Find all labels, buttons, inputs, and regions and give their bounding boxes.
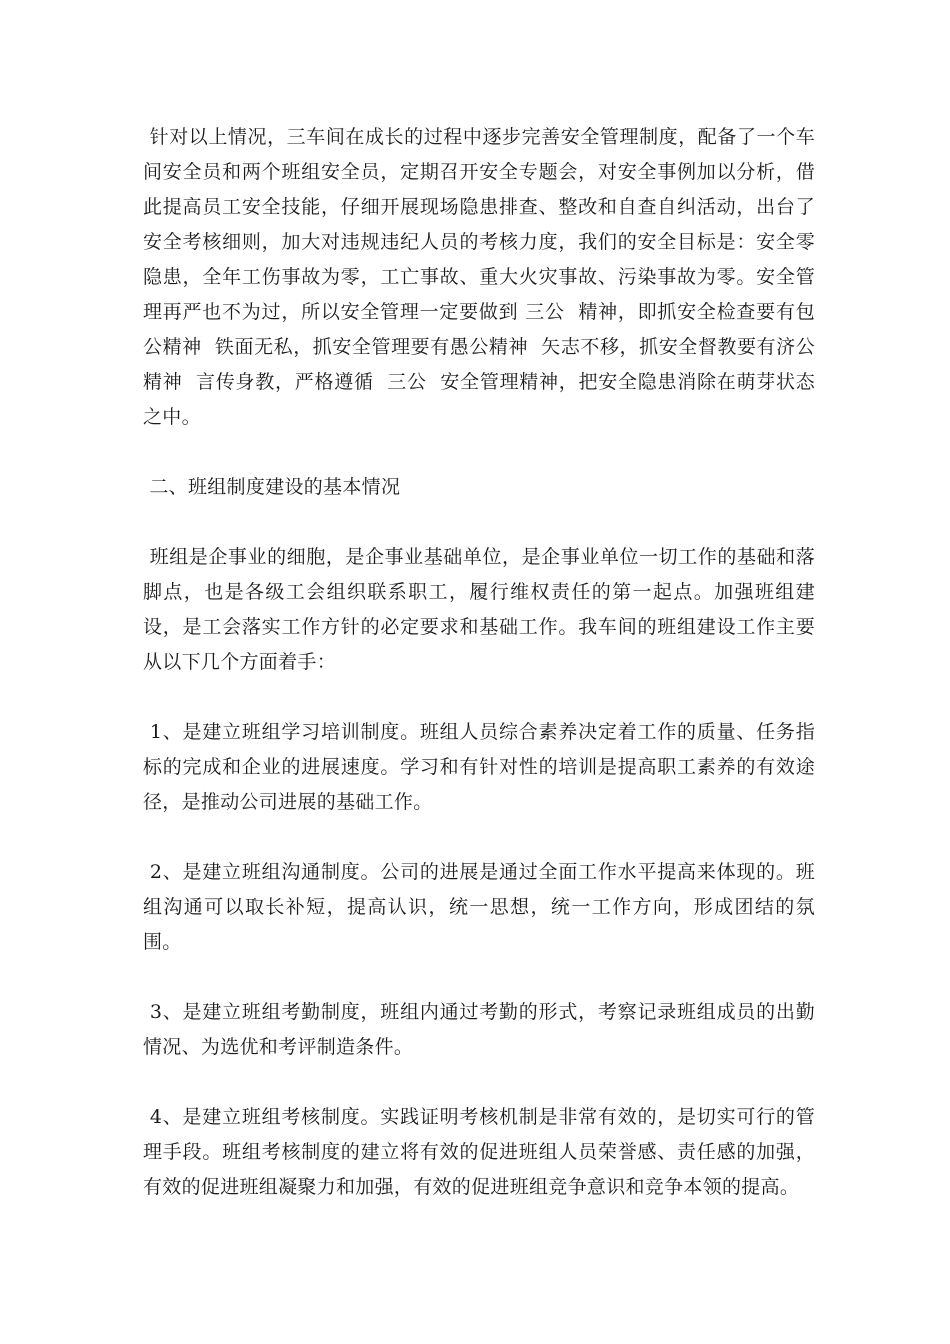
paragraph-safety-management: 针对以上情况，三车间在成长的过程中逐步完善安全管理制度，配备了一个车间安全员和两个班组安全员，定期召开安全专题会，对安全事例加以分析，借此提高员工安全技能，仔细开展现场隐患排查、整改和自查自纠活动，出台了安全考核细则，加大对违规违纪人员的考核力度，我们的安全目标是：安全零隐患，全年工伤事故为零，工亡事故、重大火灾事故、污染事故为零。安全管理再严也不为过，所以安全管理一定要做到 三公 精神，即抓安全检查要有包公精神 铁面无私，抓安全管理要有愚公精神 矢志不移，抓安全督教要有济公精神 言传身教，严格遵循 三公 安全管理精神，把安全隐患消除在萌芽状态之中。 [143,126,816,428]
paragraph-item-1-training: 1、是建立班组学习培训制度。班组人员综合素养决定着工作的质量、任务指标的完成和企业的进展速度。学习和有针对性的培训是提高职工素养的有效途径，是推动公司进展的基础工作。 [143,721,815,813]
paragraph-item-2-communication: 2、是建立班组沟通制度。公司的进展是通过全面工作水平提高来体现的。班组沟通可以取长补短，提高认识，统一思想，统一工作方向，形成团结的氛围。 [143,861,815,953]
paragraph-item-3-attendance: 3、是建立班组考勤制度，班组内通过考勤的形式，考察记录班组成员的出勤情况、为选优和考评制造条件。 [143,1001,815,1058]
section-heading-team-system: 二、班组制度建设的基本情况 [143,476,401,498]
paragraph-team-intro: 班组是企事业的细胞，是企事业基础单位，是企事业单位一切工作的基础和落脚点，也是各级工会组织联系职工，履行维权责任的第一起点。加强班组建设，是工会落实工作方针的必定要求和基础工作。我车间的班组建设工作主要从以下几个方面着手： [143,546,816,673]
paragraph-item-4-assessment: 4、是建立班组考核制度。实践证明考核机制是非常有效的，是切实可行的管理手段。班组考核制度的建立将有效的促进班组人员荣誉感、责任感的加强，有效的促进班组凝聚力和加强，有效的促进班组竞争意识和竞争本领的提高。 [143,1106,815,1198]
document-body [143,120,815,1240]
